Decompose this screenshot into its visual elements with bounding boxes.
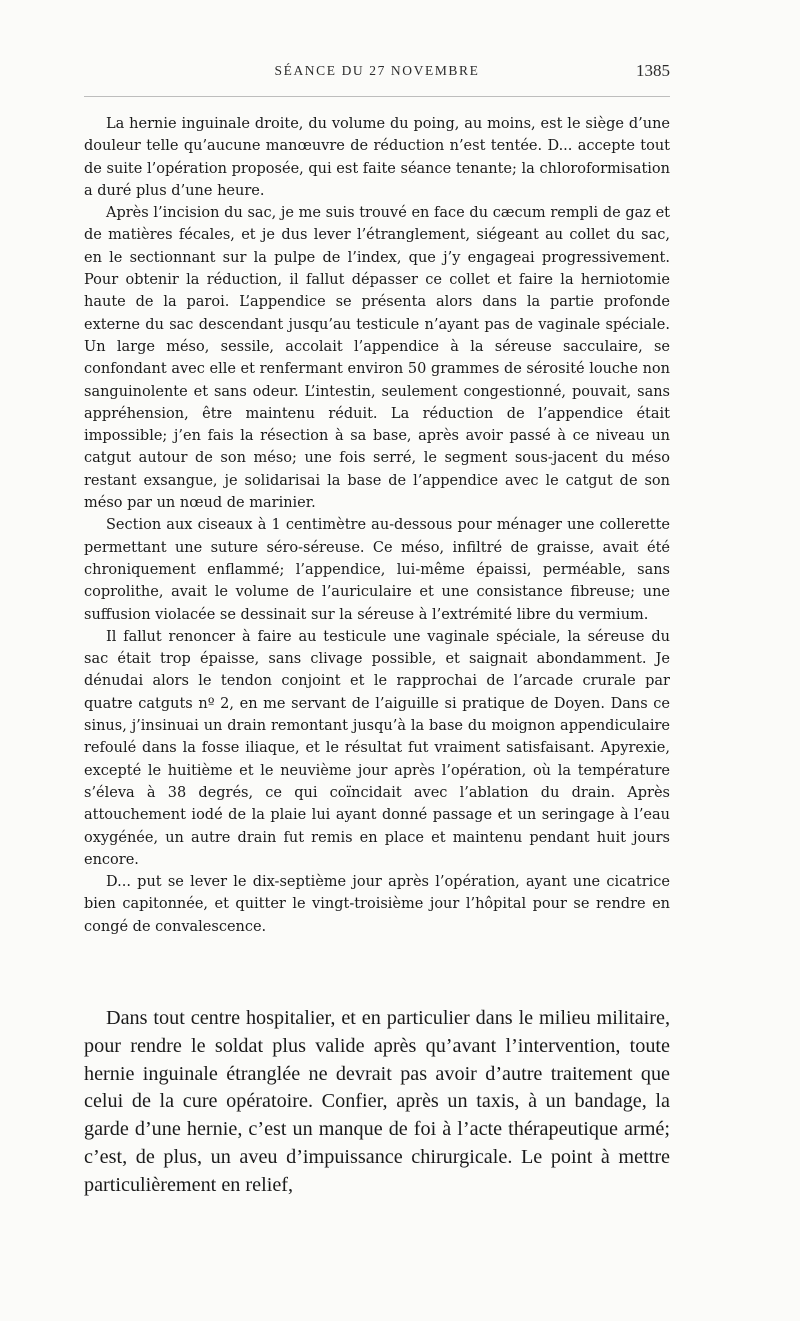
paragraph: D... put se lever le dix-septième jour après l’opération, ayant une cicatrice bien capitonnée, et quitter le vingt-troisième jour l’hôpital pour se rendre en congé de convalescence. [84, 874, 670, 935]
page-header [84, 58, 670, 84]
paragraph: Après l’incision du sac, je me suis trouvé en face du cæcum rempli de gaz et de matières fécales, et je dus lever l’étranglement, siégeant au collet du sac, en le sectionnant sur la pulpe de l’index, que j’y engageai progressivement. Pour obtenir la réduction, il fallut dépasser ce collet et faire la herniotomie haute de la paroi. L’appendice se présenta alors dans la partie profonde externe du sac descendant jusqu’au testicule n’ayant pas de vaginale spéciale. Un large méso, sessile, accolait l’appendice à la séreuse sacculaire, se confondant avec elle et renfermant environ 50 grammes de sérosité louche non sanguinolente et sans odeur. L’intestin, seulement congestionné, pouvait, sans appréhension, être maintenu réduit. La réduction de l’appendice était impossible; j’en fais la résection à sa base, après avoir passé à ce niveau un catgut autour de son méso; une fois serré, le segment sous-jacent du méso restant exsangue, je solidarisai la base de l’appendice avec le catgut de son méso par un nœud de marinier. [84, 205, 670, 512]
case-report-text [84, 113, 670, 938]
paragraph: Section aux ciseaux à 1 centimètre au-dessous pour ménager une collerette permettant une suture séro-séreuse. Ce méso, infiltré de graisse, avait été chroniquement enflammé; l’appendice, lui-même épaissi, perméable, sans coprolithe, avait le volume de l’auriculaire et une consistance fibreuse; une suffusion violacée se dessinait sur la séreuse à l’extrémité libre du vermium. [84, 517, 670, 623]
paragraph: Il fallut renoncer à faire au testicule une vaginale spéciale, la séreuse du sac était trop épaisse, sans clivage possible, et saignait abondamment. Je dénudai alors le tendon conjoint et le rapprochai de l’arcade crurale par quatre catguts nº 2, en me servant de l’aiguille si pratique de Doyen. Dans ce sinus, j’insinuai un drain remontant jusqu’à la base du moignon appendiculaire refoulé dans la fosse iliaque, et le résultat fut vraiment satisfaisant. Apyrexie, excepté le huitième et le neuvième jour après l’opération, où la température s’éleva à 38 degrés, ce qui coïncidait avec l’ablation du drain. Après attouchement iodé de la plaie lui ayant donné passage et un seringage à l’eau oxygénée, un autre drain fut remis en place et maintenu pendant huit jours encore. [84, 628, 670, 868]
running-title: SÉANCE DU 27 NOVEMBRE [274, 63, 480, 78]
header-divider [84, 96, 670, 97]
paragraph: La hernie inguinale droite, du volume du poing, au moins, est le siège d’une douleur telle qu’aucune manœuvre de réduction n’est tentée. D... accepte tout de suite l’opération proposée, qui est faite séance tenante; la chloroformisation a duré plus d’une heure. [84, 116, 670, 199]
conclusion-text [84, 1005, 670, 1200]
conclusion-paragraph: Dans tout centre hospitalier, et en particulier dans le milieu militaire, pour rendre le soldat plus valide après qu’avant l’intervention, toute hernie inguinale étranglée ne devrait pas avoir d’autre traitement que celui de la cure opératoire. Confier, après un taxis, à un bandage, la garde d’une hernie, c’est un manque de foi à l’acte thérapeutique armé; c’est, de plus, un aveu d’impuissance chirurgicale. Le point à mettre particulièrement en relief, [84, 1007, 670, 1196]
page-number: 1385 [636, 61, 670, 80]
